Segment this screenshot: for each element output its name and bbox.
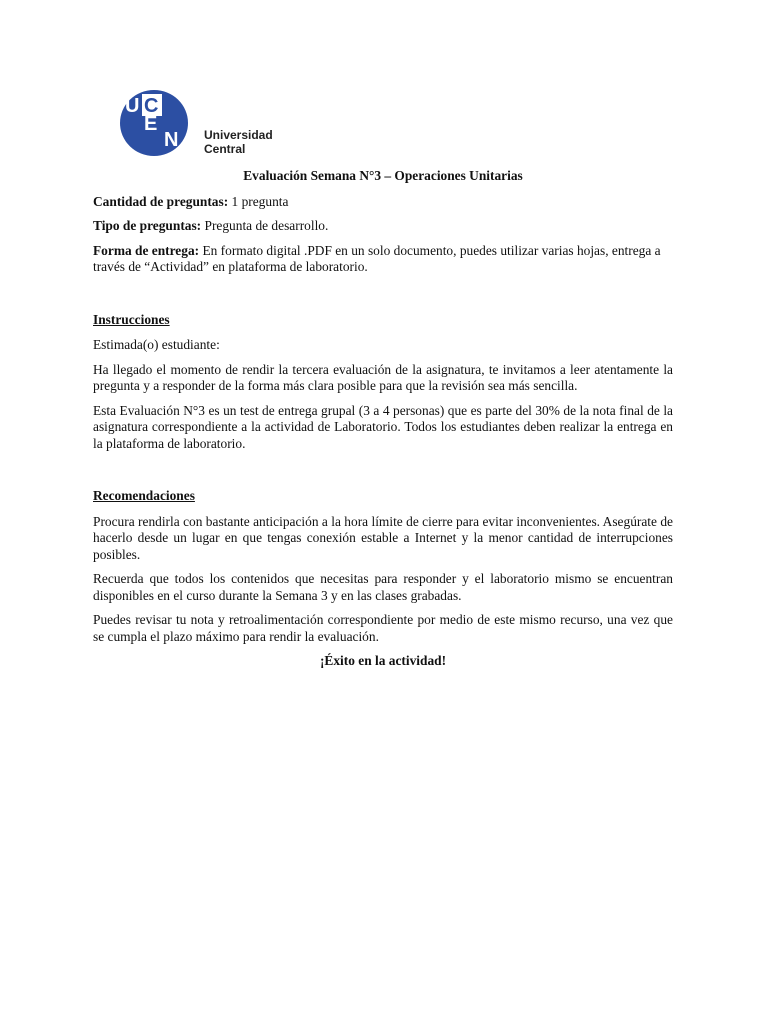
logo-wordmark [204,128,273,156]
university-logo [120,90,290,158]
recomendaciones-heading: Recomendaciones [93,488,195,503]
logo-line-2: Central [204,142,246,156]
field-forma [93,243,673,276]
recomendaciones-paragraph-2: Recuerda que todos los contenidos que necesitas para responder y el laboratorio mismo se encuentran disponibles en el curso durante la Semana 3 y en las clases grabadas. [93,571,673,603]
logo-letter-e: E [144,113,158,135]
field-tipo-value: Pregunta de desarrollo. [201,218,329,233]
closing-message: ¡Éxito en la actividad! [319,653,447,668]
instrucciones-paragraph-1: Ha llegado el momento de rendir la tercera evaluación de la asignatura, te invitamos a leer atentamente la pregunta y a responder de la forma más clara posible para que la revisión sea más sencilla. [93,361,673,393]
logo-letter-c: C [144,95,159,117]
field-tipo-label: Tipo de preguntas: [93,218,202,233]
logo-letter-n: N [164,129,179,151]
instrucciones-paragraph-2: Esta Evaluación N°3 es un test de entrega grupal (3 a 4 personas) que es parte del 30% de la nota final de la asignatura correspondiente a la actividad de Laboratorio. Todos los estudiantes deben realizar la entrega en la plataforma de laboratorio. [93,402,673,451]
field-tipo [93,218,673,235]
field-cantidad-value: 1 pregunta [228,193,289,209]
field-cantidad-label: Cantidad de preguntas: [93,193,229,209]
recomendaciones-paragraph-1: Procura rendirla con bastante anticipación a la hora límite de cierre para evitar inconvenientes. Asegúrate de hacerlo desde un lugar en que tengas conexión estable a Internet y la menor cantidad de interrupciones posibles. [93,513,673,562]
field-forma-label: Forma de entrega: [93,242,200,258]
logo-letter-u: U [125,95,140,117]
document-title: Evaluación Semana N°3 – Operaciones Unitarias [243,168,523,183]
instrucciones-heading: Instrucciones [93,311,170,327]
recomendaciones-paragraph-3: Puedes revisar tu nota y retroalimentación correspondiente por medio de este mismo recurso, una vez que se cumpla el plazo máximo para rendir la evaluación. [93,612,673,644]
instrucciones-greeting: Estimada(o) estudiante: [93,337,220,352]
document-body [93,168,673,670]
field-forma-value: En formato digital .PDF en un solo documento, puedes utilizar varias hojas, entrega a través de “Actividad” en plataforma de laboratorio. [93,242,661,274]
logo-line-1: Universidad [204,128,273,142]
field-cantidad [93,194,673,211]
